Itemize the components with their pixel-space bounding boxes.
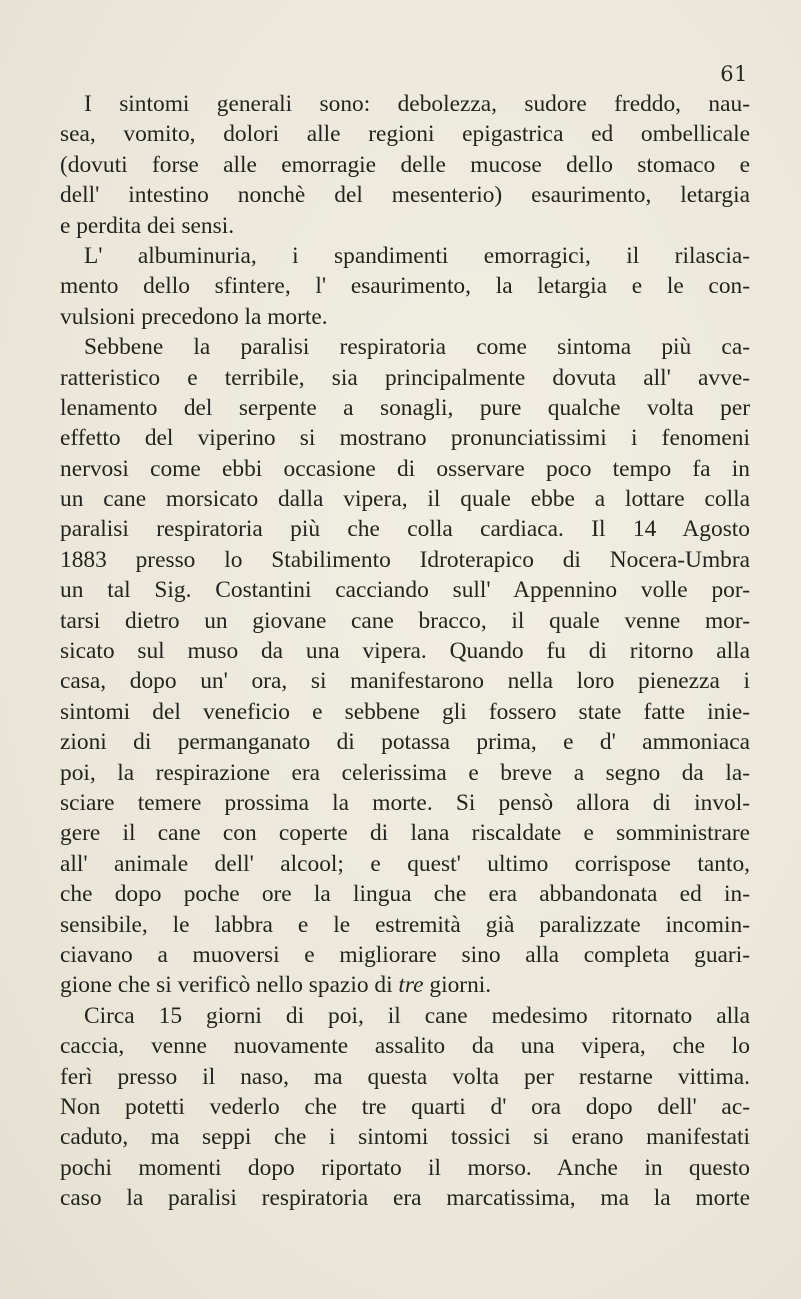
text-line: Circa 15 giorni di poi, il cane medesimo ritornato alla [84, 1002, 750, 1029]
text-line: un tal Sig. Costantini cacciando sull' Appennino volle por- [60, 577, 750, 604]
text-line: sensibile, le labbra e le estremità già paralizzate incomin- [60, 911, 750, 938]
text-line: ferì presso il naso, ma questa volta per restarne vittima. [60, 1063, 750, 1090]
text-line: caccia, venne nuovamente assalito da una vipera, che lo [60, 1033, 750, 1060]
text-line: casa, dopo un' ora, si manifestarono nella loro pienezza i [60, 668, 750, 695]
text-line: poi, la respirazione era celerissima e breve a segno da la- [60, 759, 750, 786]
text-line: ciavano a muoversi e migliorare sino alla completa guari- [60, 941, 750, 968]
text-line: ratteristico e terribile, sia principalmente dovuta all' avve- [60, 364, 750, 391]
text-line: sciare temere prossima la morte. Si pensò allora di invol- [60, 789, 750, 816]
text-line: paralisi respiratoria più che colla cardiaca. Il 14 Agosto [60, 516, 750, 543]
text-line: (dovuti forse alle emorragie delle mucose dello stomaco e [60, 151, 750, 178]
text-line: zioni di permanganato di potassa prima, e d' ammoniaca [60, 729, 750, 756]
text-line: 1883 presso lo Stabilimento Idroterapico di Nocera-Umbra [60, 546, 750, 573]
text-line: tarsi dietro un giovane cane bracco, il quale venne mor- [60, 607, 750, 634]
text-line: Non potetti vederlo che tre quarti d' ora dopo dell' ac- [60, 1093, 750, 1120]
text-line: effetto del viperino si mostrano pronunciatissimi i fenomeni [60, 425, 750, 452]
page-number: 61 [720, 62, 748, 86]
text-line: e perdita dei sensi. [60, 212, 235, 239]
text-line: caso la paralisi respiratoria era marcatissima, ma la morte [60, 1185, 750, 1212]
text-line: nervosi come ebbi occasione di osservare poco tempo fa in [60, 455, 750, 482]
text-line: I sintomi generali sono: debolezza, sudore freddo, nau- [84, 91, 750, 117]
text-line: caduto, ma seppi che i sintomi tossici si erano manifestati [60, 1124, 750, 1151]
body-text [60, 89, 750, 1213]
text-line: un cane morsicato dalla vipera, il quale ebbe a lottare colla [60, 486, 750, 513]
text-line: sicato sul muso da una vipera. Quando fu di ritorno alla [60, 638, 750, 665]
text-line: Sebbene la paralisi respiratoria come sintoma più ca- [84, 334, 750, 361]
text-line: sintomi del veneficio e sebbene gli fossero state fatte inie- [60, 698, 750, 725]
text-line: pochi momenti dopo riportato il morso. Anche in questo [60, 1154, 750, 1181]
text-line: vulsioni precedono la morte. [60, 303, 328, 330]
emphasis: tre [398, 972, 424, 999]
text-line: dell' intestino nonchè del mesenterio) esaurimento, letargia [60, 182, 750, 209]
text-line: all' animale dell' alcool; e quest' ultimo corrispose tanto, [60, 850, 750, 877]
text-line: gione che si verificò nello spazio di tre giorni. [60, 972, 492, 999]
text-line: L' albuminuria, i spandimenti emorragici, il rilascia- [84, 242, 750, 269]
text-line: sea, vomito, dolori alle regioni epigastrica ed ombellicale [60, 121, 750, 148]
text-line: mento dello sfintere, l' esaurimento, la letargia e le con- [60, 273, 750, 300]
text-line: che dopo poche ore la lingua che era abbandonata ed in- [60, 881, 750, 908]
text-line: lenamento del serpente a sonagli, pure qualche volta per [60, 394, 750, 421]
text-line: gere il cane con coperte di lana riscaldate e somministrare [60, 820, 750, 847]
